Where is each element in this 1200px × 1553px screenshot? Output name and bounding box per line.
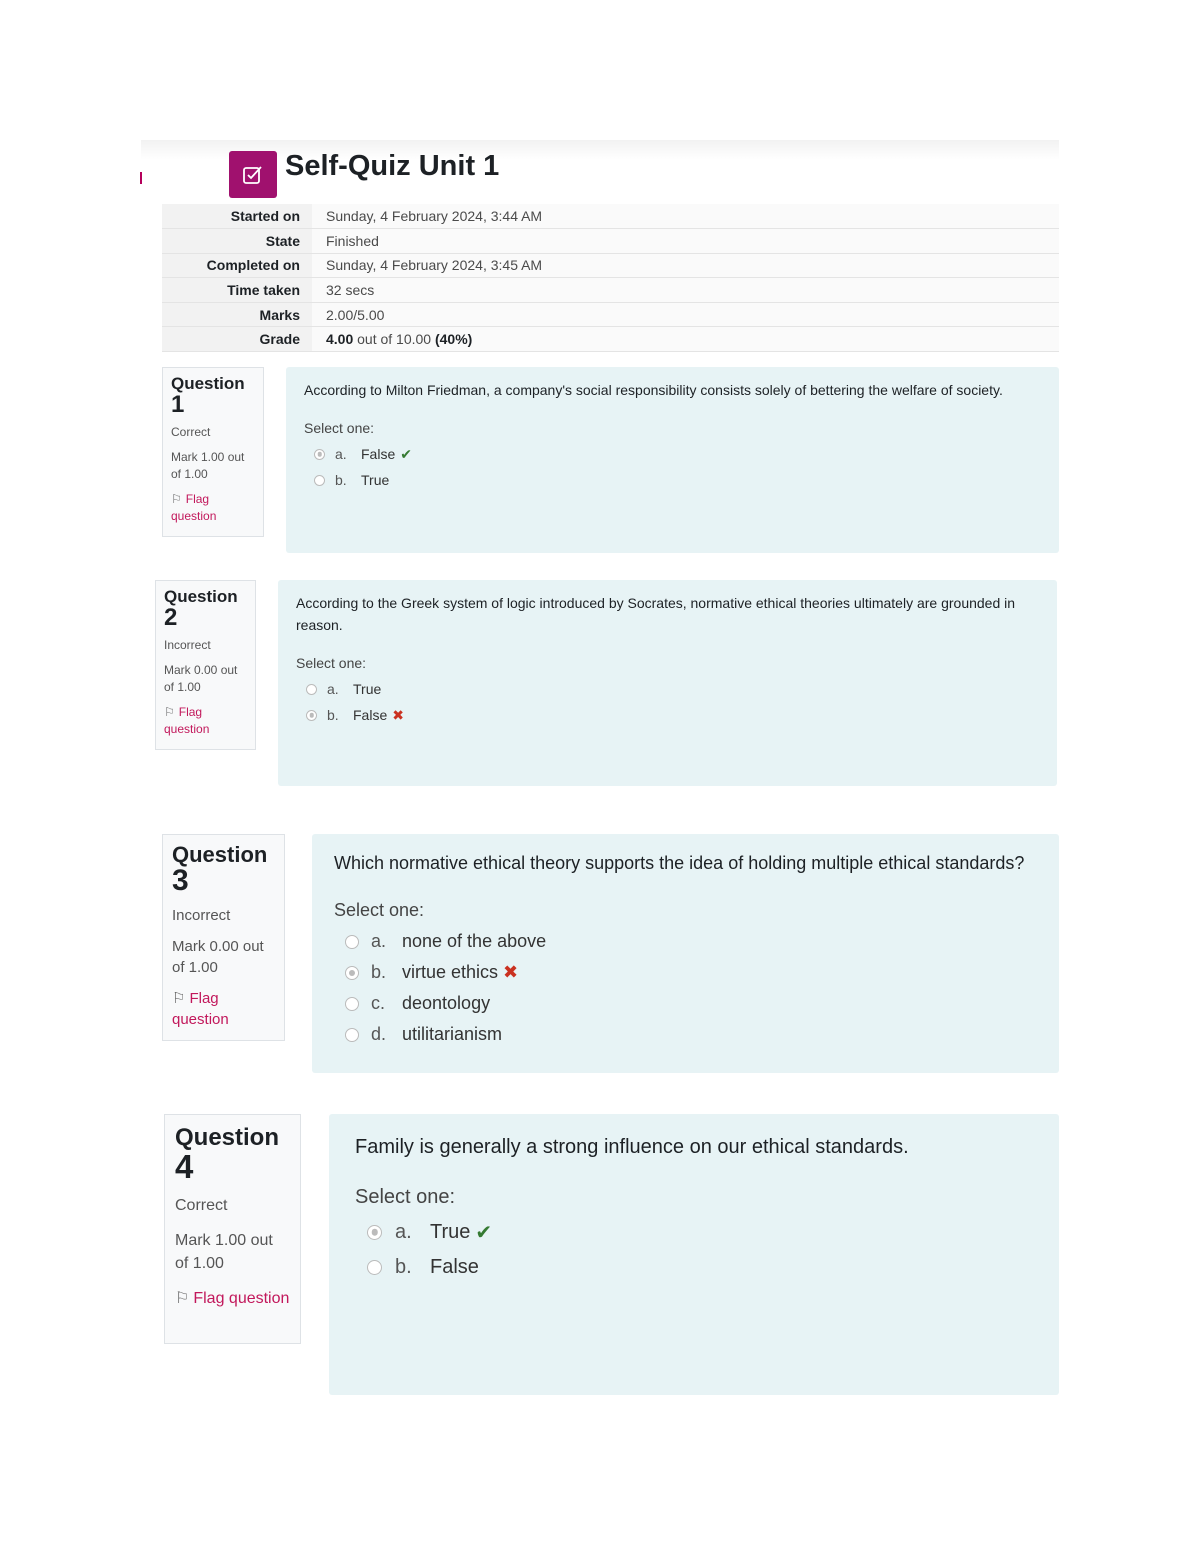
question-mark: Mark 0.00 out of 1.00 [164,663,238,694]
question-text: According to Milton Friedman, a company's social responsibility consists solely of bettering the welfare of society. [304,382,1003,398]
radio-button[interactable] [306,684,317,695]
answer-option-b[interactable] [355,1255,1033,1279]
summary-value: 2.00/5.00 [312,302,1059,327]
select-one-label: Select one: [355,1186,456,1208]
flag-icon: ⚐ [164,705,175,719]
check-icon: ✔ [475,1221,493,1244]
question-label: Question [175,1124,280,1151]
answer-option-a[interactable] [304,446,1041,462]
radio-button[interactable] [345,1028,359,1042]
answer-letter: b. [371,962,387,982]
answer-option-a[interactable] [296,681,1039,697]
flag-question-label: Flag question [172,990,229,1028]
flag-question-link[interactable] [175,1287,290,1310]
answer-letter: a. [395,1220,412,1243]
summary-row-started [162,204,1059,229]
question-status: Correct [175,1197,228,1214]
question-content-3 [312,834,1059,1073]
question-mark: Mark 1.00 out of 1.00 [175,1232,273,1272]
radio-button[interactable] [314,475,325,486]
question-text: Family is generally a strong influence on our ethical standards. [355,1136,909,1158]
flag-question-label: Flag question [193,1290,290,1307]
answer-option-b[interactable] [296,707,1039,723]
question-number: 3 [172,864,189,897]
summary-value: Finished [312,229,1059,254]
summary-label: State [162,229,312,254]
answer-option-b[interactable] [304,472,1041,488]
summary-value: 32 secs [312,278,1059,303]
radio-button[interactable] [367,1260,382,1275]
flag-question-label: Flag question [171,492,217,523]
question-info-3 [162,834,285,1041]
radio-button[interactable] [345,997,359,1011]
question-text: Which normative ethical theory supports the idea of holding multiple ethical standards? [334,853,1025,873]
summary-row-time-taken [162,278,1059,303]
answer-letter: c. [371,993,386,1013]
flag-icon: ⚐ [175,1290,190,1307]
question-label: Question [164,587,238,606]
question-content-4 [329,1114,1059,1395]
answer-text: virtue ethics [402,962,499,982]
cross-icon: ✖ [503,962,519,982]
question-text: According to the Greek system of logic introduced by Socrates, normative ethical theories ultimately are grounded in reason. [296,595,1016,633]
answer-option-a[interactable] [355,1220,1033,1244]
question-mark: Mark 0.00 out of 1.00 [172,938,264,976]
summary-row-completed [162,253,1059,278]
summary-value: Sunday, 4 February 2024, 3:45 AM [312,253,1059,278]
grade-percent: (40%) [434,331,473,348]
answer-letter: b. [395,1255,412,1278]
answer-letter: b. [335,472,347,488]
answer-text: False [353,707,388,723]
grade-out-of: out of 10.00 [357,331,432,348]
question-status: Incorrect [172,907,231,924]
answer-text: True [361,472,390,488]
question-label: Question [171,374,245,393]
answer-option-d[interactable] [334,1024,1037,1045]
grade-score: 4.00 [326,331,354,348]
summary-row-state [162,229,1059,254]
answer-text: utilitarianism [402,1024,503,1044]
answer-letter: a. [371,931,387,951]
summary-label: Completed on [162,253,312,278]
answer-text: False [361,446,396,462]
attempt-summary-table [162,204,1059,352]
answer-text: none of the above [402,931,547,951]
radio-button-checked[interactable] [345,966,359,980]
select-one-label: Select one: [304,420,375,436]
summary-label: Grade [162,327,312,352]
answer-letter: a. [335,446,347,462]
select-one-label: Select one: [296,655,367,671]
drawer-edge-marker [140,172,142,184]
flag-question-link[interactable] [171,491,255,525]
question-mark: Mark 1.00 out of 1.00 [171,450,245,481]
check-icon: ✔ [400,445,412,462]
answer-option-b[interactable] [334,962,1037,983]
quiz-icon [229,151,277,198]
question-label: Question [172,842,268,867]
question-status: Incorrect [164,638,211,652]
question-content-2 [278,580,1057,786]
page-header-bar [141,140,1059,160]
summary-value: Sunday, 4 February 2024, 3:44 AM [312,204,1059,229]
flag-icon: ⚐ [171,492,182,506]
answer-text: deontology [402,993,491,1013]
radio-button[interactable] [345,935,359,949]
select-one-label: Select one: [334,900,425,920]
answer-letter: b. [327,707,339,723]
question-content-1 [286,367,1059,553]
question-number: 1 [171,391,185,418]
summary-row-marks [162,302,1059,327]
flag-question-link[interactable] [172,988,275,1030]
summary-value [312,327,1059,352]
summary-label: Started on [162,204,312,229]
question-number: 4 [175,1148,194,1185]
question-info-2 [155,580,256,750]
radio-button-checked[interactable] [306,710,317,721]
answer-text: True [430,1220,471,1243]
answer-option-a[interactable] [334,931,1037,952]
answer-letter: d. [371,1024,387,1044]
answer-text: False [430,1255,479,1278]
answer-text: True [353,681,382,697]
flag-icon: ⚐ [172,990,186,1007]
question-number: 2 [164,604,178,631]
summary-label: Time taken [162,278,312,303]
flag-question-link[interactable] [164,704,247,738]
question-status: Correct [171,425,211,439]
summary-label: Marks [162,302,312,327]
summary-row-grade [162,327,1059,352]
page-title: Self-Quiz Unit 1 [285,150,500,182]
flag-question-label: Flag question [164,705,210,736]
answer-option-c[interactable] [334,993,1037,1014]
question-info-4 [164,1114,301,1344]
question-info-1 [162,367,264,537]
radio-button-checked[interactable] [314,449,325,460]
checkbox-edit-icon [242,164,264,186]
answer-letter: a. [327,681,339,697]
cross-icon: ✖ [392,706,404,723]
radio-button-checked[interactable] [367,1225,382,1240]
